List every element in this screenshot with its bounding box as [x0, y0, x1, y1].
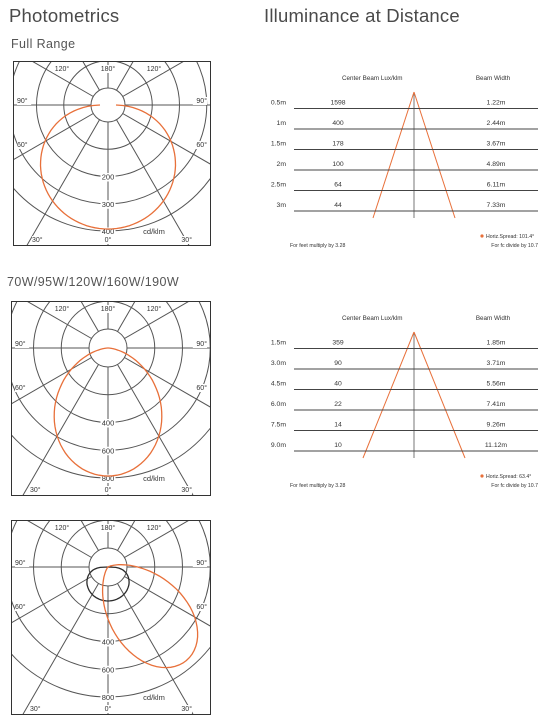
- lux-value: 400: [332, 120, 344, 127]
- angle-label-30-left: 30°: [30, 487, 41, 494]
- polar-diagram-narrow: [11, 301, 211, 496]
- polar-spoke: [14, 114, 93, 246]
- angle-label-120-left: 120°: [54, 525, 70, 532]
- angle-label-60-right: 60°: [196, 385, 207, 392]
- distance-label: 0.5m: [270, 99, 286, 107]
- lux-value: 44: [334, 202, 342, 209]
- lux-value: 64: [334, 181, 342, 189]
- polar-grid: [14, 62, 210, 245]
- unit-label: cd/klm: [143, 227, 165, 236]
- polar-diagram-full-range: [13, 61, 211, 246]
- beam-width-value: 11.12m: [484, 442, 508, 449]
- angle-label-90-right: 90°: [196, 341, 207, 348]
- angle-label-30-right: 30°: [181, 487, 192, 494]
- col-header-width: Beam Width: [475, 315, 511, 322]
- intensity-curve: [103, 565, 198, 668]
- beam-width-value: 7.33m: [486, 202, 506, 209]
- spread-note: Horiz.Spread: 101.4°: [486, 234, 535, 240]
- feet-note: For feet multiply by 3.28: [290, 243, 346, 248]
- angle-label-90-left: 90°: [15, 341, 26, 348]
- illuminance-chart: [262, 308, 547, 488]
- lux-value: 178: [332, 140, 344, 148]
- spread-dot: [480, 234, 483, 237]
- polar-spoke: [118, 302, 211, 332]
- photometrics-title: Photometrics: [9, 5, 120, 26]
- distance-label: 7.5m: [270, 421, 286, 429]
- angle-label-30-right: 30°: [181, 237, 192, 244]
- beam-width-value: 3.67m: [486, 140, 506, 148]
- beam-edge-right: [414, 92, 455, 218]
- angle-label-90-right: 90°: [196, 560, 207, 567]
- beam-edge-right: [414, 332, 465, 458]
- angle-label-0: 0°: [104, 706, 112, 713]
- polar-plot: [14, 62, 210, 245]
- angle-label-60-left: 60°: [15, 385, 26, 392]
- radial-label: 800: [101, 474, 115, 483]
- polar-diagram-asymmetric: [11, 520, 211, 715]
- distance-label: 1m: [276, 120, 286, 127]
- illuminance-table-2: [262, 308, 547, 488]
- beam-width-value: 6.11m: [486, 181, 506, 189]
- distance-label: 9.0m: [270, 442, 286, 449]
- radial-label: 300: [101, 199, 115, 209]
- fc-note: For fc divide by 10.7: [491, 483, 538, 488]
- polar-spoke: [118, 521, 211, 551]
- angle-label-90-left: 90°: [17, 98, 28, 105]
- angle-label-180: 180°: [100, 525, 116, 532]
- radial-label: 600: [101, 665, 115, 675]
- angle-label-60-left: 60°: [17, 142, 28, 149]
- radial-label: 400: [101, 637, 115, 647]
- polar-grid: [12, 521, 210, 714]
- polar-spoke: [12, 521, 92, 558]
- angle-label-30-left: 30°: [30, 706, 41, 713]
- unit-label: cd/klm: [143, 693, 165, 702]
- lux-value: 10: [334, 442, 342, 449]
- distance-label: 3m: [276, 202, 286, 209]
- fc-note: For fc divide by 10.7: [491, 243, 538, 248]
- angle-label-0: 0°: [104, 487, 112, 494]
- angle-label-120-right: 120°: [146, 66, 162, 73]
- polar-spoke: [124, 521, 210, 558]
- unit-label: cd/klm: [143, 474, 165, 483]
- wattage-label: 70W/95W/120W/160W/190W: [7, 275, 180, 289]
- distance-label: 2m: [276, 161, 286, 168]
- spread-dot: [480, 474, 483, 477]
- angle-label-30-left: 30°: [32, 237, 43, 244]
- angle-label-60-right: 60°: [196, 604, 207, 611]
- distance-label: 1.5m: [270, 339, 286, 347]
- polar-spoke: [123, 62, 210, 97]
- lux-value: 14: [334, 421, 342, 429]
- illuminance-chart: [262, 68, 547, 248]
- lux-value: 22: [334, 401, 342, 408]
- polar-spoke: [117, 62, 211, 90]
- angle-label-180: 180°: [100, 66, 116, 73]
- beam-width-value: 4.89m: [486, 161, 506, 168]
- lux-value: 1598: [330, 99, 346, 107]
- polar-ring: [12, 521, 210, 669]
- beam-width-value: 5.56m: [486, 380, 506, 388]
- radial-label: 800: [101, 693, 115, 702]
- beam-width-value: 2.44m: [486, 120, 506, 127]
- angle-label-120-left: 120°: [54, 306, 70, 313]
- angle-label-120-left: 120°: [54, 66, 70, 73]
- polar-spoke: [12, 302, 92, 339]
- radial-label: 400: [101, 418, 115, 428]
- angle-label-30-right: 30°: [181, 706, 192, 713]
- angle-label-60-right: 60°: [196, 142, 207, 149]
- lux-value: 40: [334, 380, 342, 388]
- beam-edge-left: [373, 92, 414, 218]
- beam-width-value: 3.71m: [486, 360, 506, 367]
- radial-label: 200: [101, 172, 115, 182]
- illuminance-table-1: [262, 68, 547, 248]
- polar-ring: [12, 302, 210, 450]
- distance-label: 6.0m: [270, 401, 286, 408]
- distance-label: 3.0m: [270, 360, 286, 367]
- angle-label-0: 0°: [104, 237, 112, 244]
- polar-plot: [12, 521, 210, 714]
- lux-value: 90: [334, 360, 342, 367]
- beam-edge-left: [363, 332, 414, 458]
- col-header-lux: Center Beam Lux/klm: [342, 75, 403, 82]
- feet-note: For feet multiply by 3.28: [290, 483, 346, 488]
- distance-label: 4.5m: [270, 380, 286, 388]
- angle-label-90-right: 90°: [196, 98, 207, 105]
- distance-label: 1.5m: [270, 140, 286, 148]
- beam-width-value: 7.41m: [486, 401, 506, 408]
- angle-label-60-left: 60°: [15, 604, 26, 611]
- angle-label-90-left: 90°: [15, 560, 26, 567]
- lux-value: 359: [332, 339, 344, 347]
- beam-width-value: 9.26m: [486, 421, 506, 429]
- angle-label-120-right: 120°: [146, 306, 162, 313]
- illuminance-title: Illuminance at Distance: [264, 5, 460, 26]
- col-header-width: Beam Width: [475, 75, 511, 82]
- distance-label: 2.5m: [270, 181, 286, 189]
- spread-note: Horiz.Spread: 63.4°: [486, 474, 532, 480]
- radial-label: 600: [101, 446, 115, 456]
- lux-value: 100: [332, 161, 344, 168]
- angle-label-180: 180°: [100, 306, 116, 313]
- full-range-label: Full Range: [11, 37, 76, 51]
- angle-label-120-right: 120°: [146, 525, 162, 532]
- beam-width-value: 1.85m: [486, 339, 506, 347]
- polar-grid: [12, 302, 210, 495]
- beam-width-value: 1.22m: [486, 99, 506, 107]
- polar-plot: [12, 302, 210, 495]
- col-header-lux: Center Beam Lux/klm: [342, 315, 403, 322]
- polar-spoke: [124, 302, 210, 339]
- radial-label: 400: [101, 227, 115, 236]
